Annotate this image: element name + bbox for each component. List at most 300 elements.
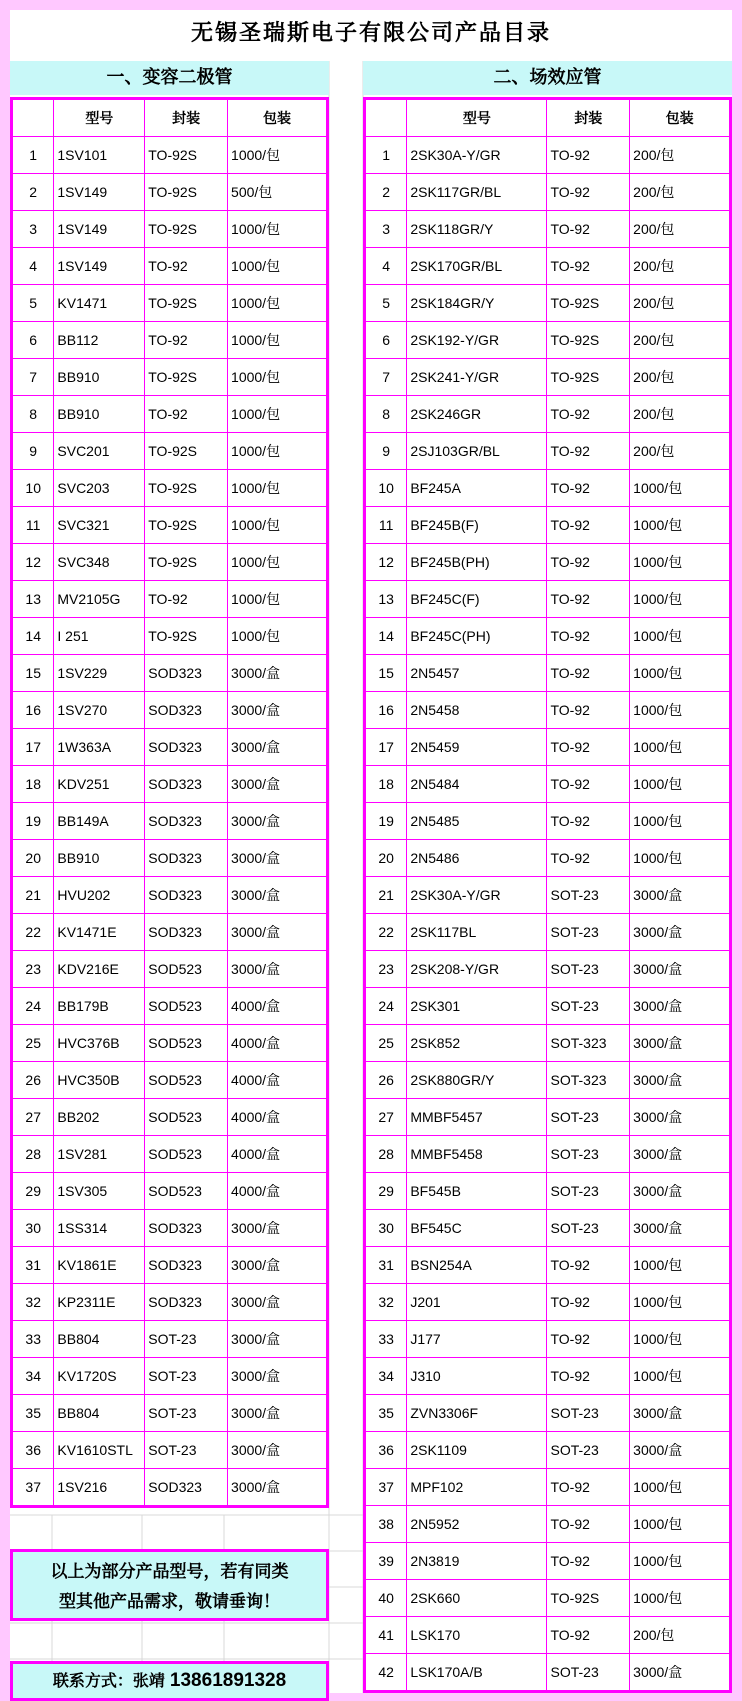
packing-cell: 1000/包 bbox=[630, 1321, 731, 1358]
packing-cell: 1000/包 bbox=[630, 507, 731, 544]
table-row bbox=[365, 766, 731, 803]
packing-cell: 1000/包 bbox=[630, 1469, 731, 1506]
package-cell: TO-92 bbox=[547, 396, 630, 433]
table-row bbox=[365, 914, 731, 951]
inquiry-note bbox=[10, 1549, 329, 1621]
table-row bbox=[365, 1617, 731, 1654]
contact-box bbox=[10, 1661, 329, 1701]
packing-cell: 1000/包 bbox=[228, 581, 328, 618]
model-cell: 2N5485 bbox=[407, 803, 547, 840]
row-number: 39 bbox=[365, 1543, 407, 1580]
package-cell: SOT-23 bbox=[547, 1099, 630, 1136]
model-cell: KDV216E bbox=[54, 951, 145, 988]
table-row bbox=[365, 1210, 731, 1247]
row-number: 18 bbox=[365, 766, 407, 803]
packing-cell: 3000/盒 bbox=[630, 1395, 731, 1432]
model-cell: BF245B(F) bbox=[407, 507, 547, 544]
model-cell: BF245A bbox=[407, 470, 547, 507]
table-row bbox=[12, 766, 328, 803]
packing-cell: 3000/盒 bbox=[630, 1062, 731, 1099]
package-cell: TO-92 bbox=[547, 618, 630, 655]
package-cell: SOD323 bbox=[145, 729, 228, 766]
table-row bbox=[12, 1025, 328, 1062]
col-header-model: 型号 bbox=[407, 99, 547, 137]
model-cell: BB910 bbox=[54, 396, 145, 433]
packing-cell: 1000/包 bbox=[630, 1506, 731, 1543]
inquiry-note-line2: 型其他产品需求，敬请垂询！ bbox=[59, 1592, 280, 1612]
row-number: 14 bbox=[12, 618, 54, 655]
table-header-row bbox=[12, 99, 328, 137]
row-number: 20 bbox=[365, 840, 407, 877]
package-cell: TO-92S bbox=[547, 1580, 630, 1617]
table-row bbox=[12, 803, 328, 840]
model-cell: 1SV270 bbox=[54, 692, 145, 729]
row-number: 8 bbox=[12, 396, 54, 433]
package-cell: SOD323 bbox=[145, 1284, 228, 1321]
packing-cell: 4000/盒 bbox=[228, 1062, 328, 1099]
package-cell: SOD523 bbox=[145, 1173, 228, 1210]
table-row bbox=[12, 1247, 328, 1284]
section-title-fet: 二、场效应管 bbox=[363, 61, 732, 95]
row-number: 11 bbox=[365, 507, 407, 544]
row-number: 24 bbox=[12, 988, 54, 1025]
table-header-row bbox=[365, 99, 731, 137]
package-cell: SOD323 bbox=[145, 840, 228, 877]
packing-cell: 1000/包 bbox=[630, 1247, 731, 1284]
package-cell: TO-92S bbox=[145, 544, 228, 581]
row-number: 19 bbox=[12, 803, 54, 840]
model-cell: BB910 bbox=[54, 359, 145, 396]
table-row bbox=[12, 729, 328, 766]
model-cell: LSK170 bbox=[407, 1617, 547, 1654]
packing-cell: 1000/包 bbox=[630, 1543, 731, 1580]
row-number: 30 bbox=[365, 1210, 407, 1247]
packing-cell: 1000/包 bbox=[228, 470, 328, 507]
row-number: 37 bbox=[365, 1469, 407, 1506]
packing-cell: 1000/包 bbox=[228, 248, 328, 285]
model-cell: 2N5484 bbox=[407, 766, 547, 803]
package-cell: SOT-323 bbox=[547, 1025, 630, 1062]
row-number: 25 bbox=[12, 1025, 54, 1062]
table-row bbox=[365, 1062, 731, 1099]
package-cell: SOT-23 bbox=[547, 1173, 630, 1210]
package-cell: TO-92 bbox=[547, 1321, 630, 1358]
packing-cell: 200/包 bbox=[630, 322, 731, 359]
model-cell: 2SK118GR/Y bbox=[407, 211, 547, 248]
package-cell: SOD323 bbox=[145, 803, 228, 840]
table-row bbox=[12, 1136, 328, 1173]
table-row bbox=[365, 840, 731, 877]
packing-cell: 3000/盒 bbox=[630, 1136, 731, 1173]
package-cell: SOT-23 bbox=[547, 1395, 630, 1432]
model-cell: BB149A bbox=[54, 803, 145, 840]
table-row bbox=[12, 544, 328, 581]
packing-cell: 3000/盒 bbox=[228, 692, 328, 729]
package-cell: TO-92S bbox=[145, 137, 228, 174]
table-row bbox=[365, 692, 731, 729]
packing-cell: 1000/包 bbox=[228, 433, 328, 470]
row-number: 36 bbox=[12, 1432, 54, 1469]
package-cell: SOD323 bbox=[145, 914, 228, 951]
package-cell: TO-92 bbox=[547, 248, 630, 285]
package-cell: SOD323 bbox=[145, 1210, 228, 1247]
row-number: 22 bbox=[365, 914, 407, 951]
row-number: 23 bbox=[12, 951, 54, 988]
model-cell: BB202 bbox=[54, 1099, 145, 1136]
packing-cell: 1000/包 bbox=[630, 655, 731, 692]
row-number: 26 bbox=[365, 1062, 407, 1099]
packing-cell: 1000/包 bbox=[228, 137, 328, 174]
row-number: 13 bbox=[12, 581, 54, 618]
row-number: 34 bbox=[365, 1358, 407, 1395]
model-cell: BF545C bbox=[407, 1210, 547, 1247]
table-row bbox=[365, 618, 731, 655]
packing-cell: 3000/盒 bbox=[228, 1395, 328, 1432]
package-cell: TO-92 bbox=[547, 1469, 630, 1506]
table-row bbox=[12, 433, 328, 470]
package-cell: TO-92 bbox=[547, 840, 630, 877]
row-number: 3 bbox=[365, 211, 407, 248]
model-cell: LSK170A/B bbox=[407, 1654, 547, 1692]
packing-cell: 1000/包 bbox=[630, 1580, 731, 1617]
package-cell: TO-92 bbox=[547, 544, 630, 581]
col-header-package: 封装 bbox=[547, 99, 630, 137]
package-cell: SOD323 bbox=[145, 766, 228, 803]
row-number: 24 bbox=[365, 988, 407, 1025]
table-row bbox=[365, 248, 731, 285]
row-number: 1 bbox=[12, 137, 54, 174]
table-row bbox=[12, 396, 328, 433]
package-cell: SOD523 bbox=[145, 1062, 228, 1099]
packing-cell: 3000/盒 bbox=[630, 1432, 731, 1469]
table-row bbox=[365, 581, 731, 618]
table-row bbox=[12, 655, 328, 692]
model-cell: KP2311E bbox=[54, 1284, 145, 1321]
row-number: 2 bbox=[365, 174, 407, 211]
model-cell: 2SK117BL bbox=[407, 914, 547, 951]
table-row bbox=[365, 729, 731, 766]
table-row bbox=[365, 433, 731, 470]
packing-cell: 3000/盒 bbox=[228, 1469, 328, 1507]
table-row bbox=[12, 359, 328, 396]
table-row bbox=[12, 840, 328, 877]
fet-table bbox=[363, 97, 732, 1693]
table-row bbox=[365, 877, 731, 914]
packing-cell: 1000/包 bbox=[630, 1284, 731, 1321]
model-cell: 2SK170GR/BL bbox=[407, 248, 547, 285]
package-cell: TO-92S bbox=[145, 507, 228, 544]
model-cell: 2SK184GR/Y bbox=[407, 285, 547, 322]
col-header-no bbox=[365, 99, 407, 137]
packing-cell: 3000/盒 bbox=[228, 914, 328, 951]
model-cell: 2SK301 bbox=[407, 988, 547, 1025]
model-cell: 2SK660 bbox=[407, 1580, 547, 1617]
packing-cell: 200/包 bbox=[630, 248, 731, 285]
package-cell: TO-92 bbox=[547, 1247, 630, 1284]
packing-cell: 4000/盒 bbox=[228, 1173, 328, 1210]
row-number: 7 bbox=[12, 359, 54, 396]
packing-cell: 3000/盒 bbox=[228, 655, 328, 692]
table-row bbox=[365, 1654, 731, 1692]
row-number: 16 bbox=[12, 692, 54, 729]
package-cell: TO-92 bbox=[547, 1617, 630, 1654]
row-number: 8 bbox=[365, 396, 407, 433]
model-cell: SVC201 bbox=[54, 433, 145, 470]
package-cell: SOT-23 bbox=[547, 1136, 630, 1173]
packing-cell: 3000/盒 bbox=[228, 840, 328, 877]
table-row bbox=[12, 1173, 328, 1210]
model-cell: 1SV149 bbox=[54, 174, 145, 211]
row-number: 33 bbox=[12, 1321, 54, 1358]
table-row bbox=[12, 988, 328, 1025]
package-cell: TO-92 bbox=[547, 507, 630, 544]
package-cell: TO-92 bbox=[547, 1543, 630, 1580]
table-row bbox=[12, 322, 328, 359]
col-header-packing: 包装 bbox=[228, 99, 328, 137]
packing-cell: 1000/包 bbox=[630, 470, 731, 507]
row-number: 29 bbox=[12, 1173, 54, 1210]
table-row bbox=[12, 692, 328, 729]
row-number: 21 bbox=[12, 877, 54, 914]
model-cell: KV1720S bbox=[54, 1358, 145, 1395]
packing-cell: 3000/盒 bbox=[228, 729, 328, 766]
packing-cell: 3000/盒 bbox=[630, 1654, 731, 1692]
model-cell: MMBF5457 bbox=[407, 1099, 547, 1136]
col-header-packing: 包装 bbox=[630, 99, 731, 137]
packing-cell: 3000/盒 bbox=[630, 1173, 731, 1210]
row-number: 36 bbox=[365, 1432, 407, 1469]
package-cell: SOD323 bbox=[145, 877, 228, 914]
row-number: 38 bbox=[365, 1506, 407, 1543]
row-number: 30 bbox=[12, 1210, 54, 1247]
model-cell: MPF102 bbox=[407, 1469, 547, 1506]
model-cell: BB112 bbox=[54, 322, 145, 359]
packing-cell: 1000/包 bbox=[630, 1358, 731, 1395]
model-cell: HVC376B bbox=[54, 1025, 145, 1062]
row-number: 4 bbox=[365, 248, 407, 285]
model-cell: BF545B bbox=[407, 1173, 547, 1210]
model-cell: J177 bbox=[407, 1321, 547, 1358]
table-row bbox=[365, 988, 731, 1025]
row-number: 12 bbox=[365, 544, 407, 581]
packing-cell: 1000/包 bbox=[228, 618, 328, 655]
packing-cell: 3000/盒 bbox=[228, 1321, 328, 1358]
model-cell: 2SK30A-Y/GR bbox=[407, 877, 547, 914]
packing-cell: 1000/包 bbox=[228, 396, 328, 433]
packing-cell: 3000/盒 bbox=[228, 1358, 328, 1395]
package-cell: TO-92 bbox=[547, 433, 630, 470]
packing-cell: 4000/盒 bbox=[228, 988, 328, 1025]
model-cell: 1SV101 bbox=[54, 137, 145, 174]
table-row bbox=[12, 285, 328, 322]
model-cell: BF245B(PH) bbox=[407, 544, 547, 581]
packing-cell: 3000/盒 bbox=[630, 914, 731, 951]
table-row bbox=[12, 1099, 328, 1136]
row-number: 23 bbox=[365, 951, 407, 988]
package-cell: TO-92S bbox=[547, 359, 630, 396]
packing-cell: 3000/盒 bbox=[228, 951, 328, 988]
row-number: 21 bbox=[365, 877, 407, 914]
package-cell: SOD323 bbox=[145, 1247, 228, 1284]
packing-cell: 1000/包 bbox=[228, 211, 328, 248]
packing-cell: 1000/包 bbox=[630, 729, 731, 766]
model-cell: BB910 bbox=[54, 840, 145, 877]
model-cell: 2SK117GR/BL bbox=[407, 174, 547, 211]
package-cell: TO-92S bbox=[145, 285, 228, 322]
model-cell: 1SV305 bbox=[54, 1173, 145, 1210]
table-row bbox=[12, 1395, 328, 1432]
table-row bbox=[12, 1210, 328, 1247]
table-row bbox=[12, 174, 328, 211]
packing-cell: 3000/盒 bbox=[228, 766, 328, 803]
page-title: 无锡圣瑞斯电子有限公司产品目录 bbox=[190, 20, 551, 46]
package-cell: SOT-23 bbox=[547, 1654, 630, 1692]
table-row bbox=[365, 396, 731, 433]
package-cell: TO-92 bbox=[547, 766, 630, 803]
row-number: 29 bbox=[365, 1173, 407, 1210]
package-cell: SOD323 bbox=[145, 1469, 228, 1507]
model-cell: SVC348 bbox=[54, 544, 145, 581]
row-number: 16 bbox=[365, 692, 407, 729]
package-cell: TO-92S bbox=[145, 174, 228, 211]
packing-cell: 4000/盒 bbox=[228, 1099, 328, 1136]
row-number: 28 bbox=[365, 1136, 407, 1173]
row-number: 15 bbox=[12, 655, 54, 692]
row-number: 6 bbox=[12, 322, 54, 359]
row-number: 3 bbox=[12, 211, 54, 248]
table-row bbox=[365, 803, 731, 840]
table-row bbox=[365, 1395, 731, 1432]
row-number: 5 bbox=[12, 285, 54, 322]
packing-cell: 1000/包 bbox=[228, 322, 328, 359]
model-cell: BB179B bbox=[54, 988, 145, 1025]
model-cell: 2SK241-Y/GR bbox=[407, 359, 547, 396]
model-cell: 1SV281 bbox=[54, 1136, 145, 1173]
row-number: 31 bbox=[12, 1247, 54, 1284]
model-cell: 2SK208-Y/GR bbox=[407, 951, 547, 988]
table-row bbox=[365, 1321, 731, 1358]
packing-cell: 1000/包 bbox=[630, 803, 731, 840]
package-cell: TO-92 bbox=[547, 211, 630, 248]
row-number: 18 bbox=[12, 766, 54, 803]
packing-cell: 200/包 bbox=[630, 1617, 731, 1654]
packing-cell: 3000/盒 bbox=[630, 988, 731, 1025]
packing-cell: 3000/盒 bbox=[228, 1210, 328, 1247]
table-row bbox=[12, 470, 328, 507]
contact-label: 联系方式：张靖 bbox=[52, 1671, 165, 1690]
table-row bbox=[365, 211, 731, 248]
packing-cell: 3000/盒 bbox=[228, 1432, 328, 1469]
table-row bbox=[12, 951, 328, 988]
contact-phone: 13861891328 bbox=[169, 1670, 287, 1691]
row-number: 26 bbox=[12, 1062, 54, 1099]
row-number: 25 bbox=[365, 1025, 407, 1062]
model-cell: 2SK246GR bbox=[407, 396, 547, 433]
row-number: 35 bbox=[12, 1395, 54, 1432]
package-cell: TO-92 bbox=[145, 248, 228, 285]
packing-cell: 200/包 bbox=[630, 433, 731, 470]
model-cell: 2N5459 bbox=[407, 729, 547, 766]
row-number: 2 bbox=[12, 174, 54, 211]
model-cell: 2SJ103GR/BL bbox=[407, 433, 547, 470]
packing-cell: 1000/包 bbox=[228, 285, 328, 322]
model-cell: 2SK880GR/Y bbox=[407, 1062, 547, 1099]
packing-cell: 3000/盒 bbox=[630, 1025, 731, 1062]
row-number: 27 bbox=[12, 1099, 54, 1136]
model-cell: 1SV229 bbox=[54, 655, 145, 692]
package-cell: SOT-23 bbox=[547, 988, 630, 1025]
row-number: 41 bbox=[365, 1617, 407, 1654]
package-cell: TO-92 bbox=[145, 322, 228, 359]
packing-cell: 1000/包 bbox=[630, 581, 731, 618]
model-cell: BB804 bbox=[54, 1321, 145, 1358]
row-number: 10 bbox=[12, 470, 54, 507]
table-row bbox=[365, 1247, 731, 1284]
model-cell: KDV251 bbox=[54, 766, 145, 803]
table-row bbox=[12, 914, 328, 951]
packing-cell: 3000/盒 bbox=[630, 1099, 731, 1136]
model-cell: SVC203 bbox=[54, 470, 145, 507]
package-cell: TO-92 bbox=[547, 729, 630, 766]
row-number: 35 bbox=[365, 1395, 407, 1432]
packing-cell: 3000/盒 bbox=[228, 1284, 328, 1321]
table-row bbox=[12, 618, 328, 655]
model-cell: 2N3819 bbox=[407, 1543, 547, 1580]
packing-cell: 1000/包 bbox=[630, 618, 731, 655]
package-cell: SOT-23 bbox=[547, 877, 630, 914]
packing-cell: 4000/盒 bbox=[228, 1136, 328, 1173]
row-number: 17 bbox=[12, 729, 54, 766]
package-cell: TO-92S bbox=[145, 211, 228, 248]
packing-cell: 1000/包 bbox=[228, 359, 328, 396]
row-number: 33 bbox=[365, 1321, 407, 1358]
package-cell: TO-92 bbox=[547, 655, 630, 692]
packing-cell: 1000/包 bbox=[228, 507, 328, 544]
table-row bbox=[12, 1469, 328, 1507]
table-row bbox=[365, 174, 731, 211]
model-cell: KV1471 bbox=[54, 285, 145, 322]
package-cell: TO-92 bbox=[547, 137, 630, 174]
row-number: 17 bbox=[365, 729, 407, 766]
packing-cell: 3000/盒 bbox=[630, 877, 731, 914]
table-row bbox=[12, 1284, 328, 1321]
model-cell: 2N5952 bbox=[407, 1506, 547, 1543]
row-number: 7 bbox=[365, 359, 407, 396]
row-number: 11 bbox=[12, 507, 54, 544]
model-cell: 1W363A bbox=[54, 729, 145, 766]
table-row bbox=[365, 1580, 731, 1617]
table-row bbox=[12, 507, 328, 544]
row-number: 1 bbox=[365, 137, 407, 174]
package-cell: TO-92S bbox=[145, 433, 228, 470]
model-cell: MMBF5458 bbox=[407, 1136, 547, 1173]
row-number: 12 bbox=[12, 544, 54, 581]
package-cell: SOT-23 bbox=[547, 1210, 630, 1247]
package-cell: TO-92 bbox=[547, 581, 630, 618]
package-cell: SOT-23 bbox=[145, 1321, 228, 1358]
package-cell: TO-92S bbox=[547, 322, 630, 359]
row-number: 32 bbox=[12, 1284, 54, 1321]
model-cell: BB804 bbox=[54, 1395, 145, 1432]
table-row bbox=[12, 248, 328, 285]
package-cell: TO-92S bbox=[145, 470, 228, 507]
row-number: 40 bbox=[365, 1580, 407, 1617]
col-header-model: 型号 bbox=[54, 99, 145, 137]
table-row bbox=[365, 1099, 731, 1136]
packing-cell: 200/包 bbox=[630, 174, 731, 211]
table-row bbox=[365, 1284, 731, 1321]
row-number: 27 bbox=[365, 1099, 407, 1136]
